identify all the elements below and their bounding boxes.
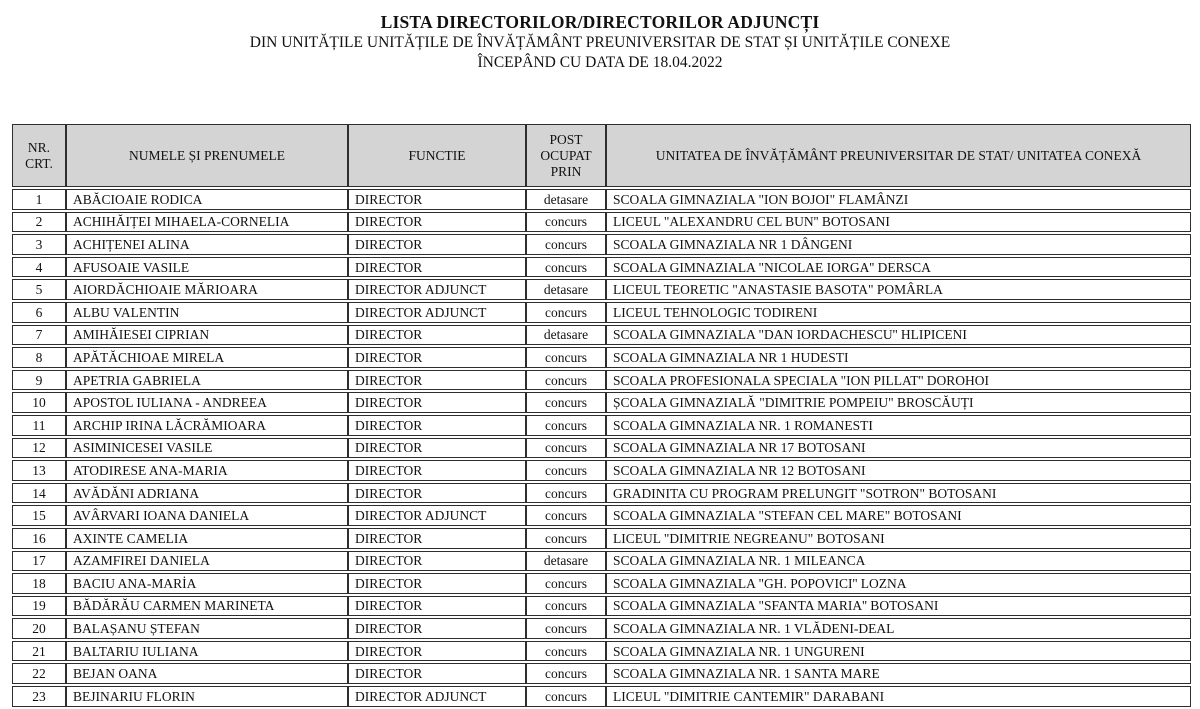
cell-name: ALBU VALENTIN [66, 302, 348, 323]
cell-name: ACHIHĂIȚEI MIHAELA-CORNELIA [66, 212, 348, 233]
cell-function: DIRECTOR [348, 551, 526, 572]
table-row [12, 460, 1191, 481]
cell-nr: 19 [12, 596, 66, 617]
cell-function: DIRECTOR [348, 528, 526, 549]
cell-post: concurs [526, 460, 606, 481]
cell-function: DIRECTOR [348, 438, 526, 459]
table-row [12, 415, 1191, 436]
cell-name: ARCHIP IRINA LĂCRĂMIOARA [66, 415, 348, 436]
cell-name: BEJAN OANA [66, 663, 348, 684]
cell-name: APĂTĂCHIOAE MIRELA [66, 347, 348, 368]
table-row [12, 370, 1191, 391]
table-row [12, 325, 1191, 346]
cell-name: BEJINARIU FLORIN [66, 686, 348, 707]
cell-name: BĂDĂRĂU CARMEN MARINETA [66, 596, 348, 617]
cell-post: detasare [526, 551, 606, 572]
column-header-unit: UNITATEA DE ÎNVĂȚĂMÂNT PREUNIVERSITAR DE STAT/ UNITATEA CONEXĂ [606, 124, 1191, 187]
cell-function: DIRECTOR ADJUNCT [348, 279, 526, 300]
cell-function: DIRECTOR [348, 641, 526, 662]
cell-name: AZAMFIREI DANIELA [66, 551, 348, 572]
cell-nr: 23 [12, 686, 66, 707]
cell-post: concurs [526, 483, 606, 504]
cell-function: DIRECTOR [348, 392, 526, 413]
cell-nr: 7 [12, 325, 66, 346]
directors-table [12, 122, 1191, 709]
cell-unit: GRADINITA CU PROGRAM PRELUNGIT "SOTRON" BOTOSANI [606, 483, 1191, 504]
cell-post: concurs [526, 370, 606, 391]
cell-nr: 18 [12, 573, 66, 594]
table-row [12, 663, 1191, 684]
cell-unit: SCOALA GIMNAZIALA NR 12 BOTOSANI [606, 460, 1191, 481]
cell-name: APETRIA GABRIELA [66, 370, 348, 391]
cell-post: detasare [526, 325, 606, 346]
cell-post: concurs [526, 573, 606, 594]
cell-unit: SCOALA GIMNAZIALA "SFANTA MARIA'' BOTOSANI [606, 596, 1191, 617]
table-header-row [12, 124, 1191, 187]
cell-name: AIORDĂCHIOAIE MĂRIOARA [66, 279, 348, 300]
cell-post: detasare [526, 279, 606, 300]
cell-function: DIRECTOR [348, 212, 526, 233]
table-row [12, 483, 1191, 504]
cell-post: detasare [526, 189, 606, 210]
cell-name: AVÂRVARI IOANA DANIELA [66, 505, 348, 526]
cell-function: DIRECTOR [348, 370, 526, 391]
cell-unit: SCOALA GIMNAZIALA NR. 1 SANTA MARE [606, 663, 1191, 684]
cell-function: DIRECTOR [348, 325, 526, 346]
cell-unit: LICEUL "DIMITRIE NEGREANU" BOTOSANI [606, 528, 1191, 549]
column-header-post: POST OCUPAT PRIN [526, 124, 606, 187]
cell-post: concurs [526, 505, 606, 526]
document-header [0, 0, 1200, 73]
cell-nr: 8 [12, 347, 66, 368]
cell-post: concurs [526, 596, 606, 617]
cell-unit: LICEUL "DIMITRIE CANTEMIR" DARABANI [606, 686, 1191, 707]
cell-nr: 12 [12, 438, 66, 459]
cell-unit: SCOALA GIMNAZIALA "NICOLAE IORGA'' DERSCA [606, 257, 1191, 278]
cell-unit: SCOALA PROFESIONALA SPECIALA "ION PILLAT'' DOROHOI [606, 370, 1191, 391]
cell-post: concurs [526, 618, 606, 639]
page-title: LISTA DIRECTORILOR/DIRECTORILOR ADJUNCȚI [380, 12, 820, 32]
cell-nr: 2 [12, 212, 66, 233]
cell-nr: 17 [12, 551, 66, 572]
cell-nr: 13 [12, 460, 66, 481]
table-row [12, 618, 1191, 639]
cell-post: concurs [526, 438, 606, 459]
cell-unit: LICEUL "ALEXANDRU CEL BUN'' BOTOSANI [606, 212, 1191, 233]
table-row [12, 279, 1191, 300]
cell-name: BALTARIU IULIANA [66, 641, 348, 662]
cell-post: concurs [526, 663, 606, 684]
cell-nr: 5 [12, 279, 66, 300]
cell-post: concurs [526, 392, 606, 413]
cell-nr: 4 [12, 257, 66, 278]
cell-nr: 6 [12, 302, 66, 323]
cell-function: DIRECTOR ADJUNCT [348, 686, 526, 707]
table-row [12, 528, 1191, 549]
cell-name: ATODIRESE ANA-MARIA [66, 460, 348, 481]
table-row [12, 212, 1191, 233]
cell-function: DIRECTOR ADJUNCT [348, 505, 526, 526]
table-row [12, 505, 1191, 526]
cell-post: concurs [526, 528, 606, 549]
page-date-line: ÎNCEPÂND CU DATA DE 18.04.2022 [477, 54, 723, 71]
cell-function: DIRECTOR [348, 257, 526, 278]
cell-unit: SCOALA GIMNAZIALA NR 1 DÂNGENI [606, 234, 1191, 255]
table-row [12, 392, 1191, 413]
cell-nr: 15 [12, 505, 66, 526]
table-row [12, 596, 1191, 617]
cell-name: BACIU ANA-MARİA [66, 573, 348, 594]
cell-unit: SCOALA GIMNAZIALA "GH. POPOVICI'' LOZNA [606, 573, 1191, 594]
cell-post: concurs [526, 347, 606, 368]
cell-unit: SCOALA GIMNAZIALA "ION BOJOI" FLAMÂNZI [606, 189, 1191, 210]
table-row [12, 573, 1191, 594]
cell-nr: 10 [12, 392, 66, 413]
column-header-function: FUNCTIE [348, 124, 526, 187]
cell-function: DIRECTOR [348, 460, 526, 481]
cell-function: DIRECTOR [348, 618, 526, 639]
table-row [12, 234, 1191, 255]
cell-nr: 20 [12, 618, 66, 639]
cell-function: DIRECTOR [348, 347, 526, 368]
cell-unit: SCOALA GIMNAZIALA NR 17 BOTOSANI [606, 438, 1191, 459]
cell-function: DIRECTOR [348, 234, 526, 255]
cell-unit: SCOALA GIMNAZIALA NR. 1 ROMANESTI [606, 415, 1191, 436]
cell-post: concurs [526, 257, 606, 278]
table-row [12, 189, 1191, 210]
cell-unit: LICEUL TEHNOLOGIC TODIRENI [606, 302, 1191, 323]
cell-post: concurs [526, 641, 606, 662]
cell-nr: 9 [12, 370, 66, 391]
cell-unit: SCOALA GIMNAZIALA NR 1 HUDESTI [606, 347, 1191, 368]
cell-unit: SCOALA GIMNAZIALA "DAN IORDACHESCU'' HLIPICENI [606, 325, 1191, 346]
cell-unit: LICEUL TEORETIC "ANASTASIE BASOTA" POMÂRLA [606, 279, 1191, 300]
cell-unit: SCOALA GIMNAZIALA NR. 1 VLĂDENI-DEAL [606, 618, 1191, 639]
table-row [12, 257, 1191, 278]
table-row [12, 551, 1191, 572]
cell-unit: SCOALA GIMNAZIALA "STEFAN CEL MARE" BOTOSANI [606, 505, 1191, 526]
cell-name: AVĂDĂNI ADRIANA [66, 483, 348, 504]
cell-name: APOSTOL IULIANA - ANDREEA [66, 392, 348, 413]
cell-name: ASIMINICESEI VASILE [66, 438, 348, 459]
cell-function: DIRECTOR [348, 663, 526, 684]
table-row [12, 347, 1191, 368]
table-row [12, 686, 1191, 707]
cell-name: BALAȘANU ȘTEFAN [66, 618, 348, 639]
cell-function: DIRECTOR [348, 596, 526, 617]
cell-nr: 16 [12, 528, 66, 549]
column-header-name: NUMELE ȘI PRENUMELE [66, 124, 348, 187]
cell-unit: SCOALA GIMNAZIALA NR. 1 MILEANCA [606, 551, 1191, 572]
cell-function: DIRECTOR [348, 483, 526, 504]
cell-name: AFUSOAIE VASILE [66, 257, 348, 278]
cell-unit: SCOALA GIMNAZIALA NR. 1 UNGURENI [606, 641, 1191, 662]
cell-name: AMIHĂIESEI CIPRIAN [66, 325, 348, 346]
table-body [12, 189, 1191, 707]
cell-nr: 14 [12, 483, 66, 504]
cell-name: AXINTE CAMELIA [66, 528, 348, 549]
cell-post: concurs [526, 686, 606, 707]
table-row [12, 641, 1191, 662]
cell-function: DIRECTOR [348, 415, 526, 436]
page-subtitle: DIN UNITĂȚILE UNITĂȚILE DE ÎNVĂȚĂMÂNT PREUNIVERSITAR DE STAT ȘI UNITĂȚILE CONEXE [249, 34, 951, 51]
cell-post: concurs [526, 234, 606, 255]
cell-post: concurs [526, 212, 606, 233]
cell-name: ABĂCIOAIE RODICA [66, 189, 348, 210]
column-header-nr-crt: NR. CRT. [12, 124, 66, 187]
cell-function: DIRECTOR [348, 573, 526, 594]
cell-unit: ȘCOALA GIMNAZIALĂ "DIMITRIE POMPEIU" BROSCĂUȚI [606, 392, 1191, 413]
cell-nr: 22 [12, 663, 66, 684]
table-row [12, 438, 1191, 459]
cell-function: DIRECTOR [348, 189, 526, 210]
table-row [12, 302, 1191, 323]
cell-nr: 1 [12, 189, 66, 210]
cell-post: concurs [526, 302, 606, 323]
cell-name: ACHIȚENEI ALINA [66, 234, 348, 255]
cell-nr: 3 [12, 234, 66, 255]
cell-nr: 21 [12, 641, 66, 662]
table-header [12, 124, 1191, 187]
cell-post: concurs [526, 415, 606, 436]
cell-nr: 11 [12, 415, 66, 436]
cell-function: DIRECTOR ADJUNCT [348, 302, 526, 323]
